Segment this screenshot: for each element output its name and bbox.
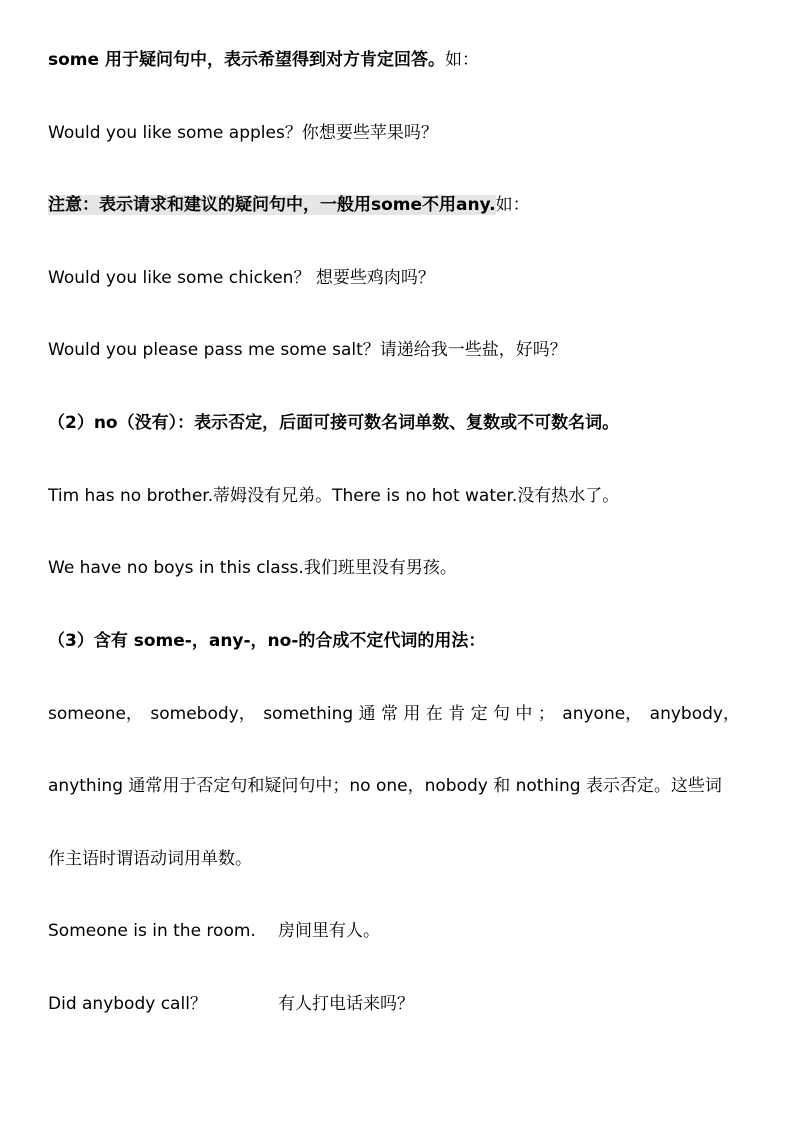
line-section-no: （2）no（没有）：表示否定，后面可接可数名词单数、复数或不可数名词。 xyxy=(48,413,620,433)
example-chinese: 房间里有人。 xyxy=(278,921,380,941)
line-example-tim: Tim has no brother.蒂姆没有兄弟。There is no hot water.没有热水了。 xyxy=(48,486,620,506)
word-anybody: anybody， xyxy=(649,704,740,724)
word-somebody: somebody， xyxy=(150,704,256,724)
line-example-someone xyxy=(48,920,380,942)
example-english: Someone is in the room. xyxy=(48,921,256,941)
line-example-salt: Would you please pass me some salt？请递给我一些盐，好吗？ xyxy=(48,340,567,360)
line-example-apples: Would you like some apples？你想要些苹果吗？ xyxy=(48,123,438,143)
word-something-rule: something 通 常 用 在 肯 定 句 中 ； xyxy=(263,704,555,724)
rule-text: some 用于疑问句中，表示希望得到对方肯定回答。 xyxy=(48,50,445,70)
line-singular-verb: 作主语时谓语动词用单数。 xyxy=(48,849,252,869)
example-marker: 如： xyxy=(495,195,530,215)
line-note-request xyxy=(48,194,530,216)
line-some-question-rule xyxy=(48,49,479,71)
note-some: some xyxy=(371,195,423,215)
example-chinese: 有人打电话来吗？ xyxy=(278,994,414,1014)
line-example-chicken: Would you like some chicken？ 想要些鸡肉吗？ xyxy=(48,268,435,288)
example-marker: 如： xyxy=(444,50,479,70)
line-anything-rule: anything 通常用于否定句和疑问句中；no one，nobody 和 nothing 表示否定。这些词 xyxy=(48,776,722,796)
note-any: any. xyxy=(456,195,496,215)
word-someone: someone， xyxy=(48,704,143,724)
example-english: Did anybody call？ xyxy=(48,994,207,1014)
line-example-boys: We have no boys in this class.我们班里没有男孩。 xyxy=(48,558,457,578)
line-compound-list xyxy=(48,703,740,725)
line-section-compound: （3）含有 some-，any-，no-的合成不定代词的用法： xyxy=(48,631,486,651)
word-anyone: anyone， xyxy=(562,704,643,724)
note-text: 注意：表示请求和建议的疑问句中，一般用 xyxy=(48,195,371,215)
note-not-use: 不用 xyxy=(422,195,457,215)
line-example-anybody xyxy=(48,993,414,1015)
